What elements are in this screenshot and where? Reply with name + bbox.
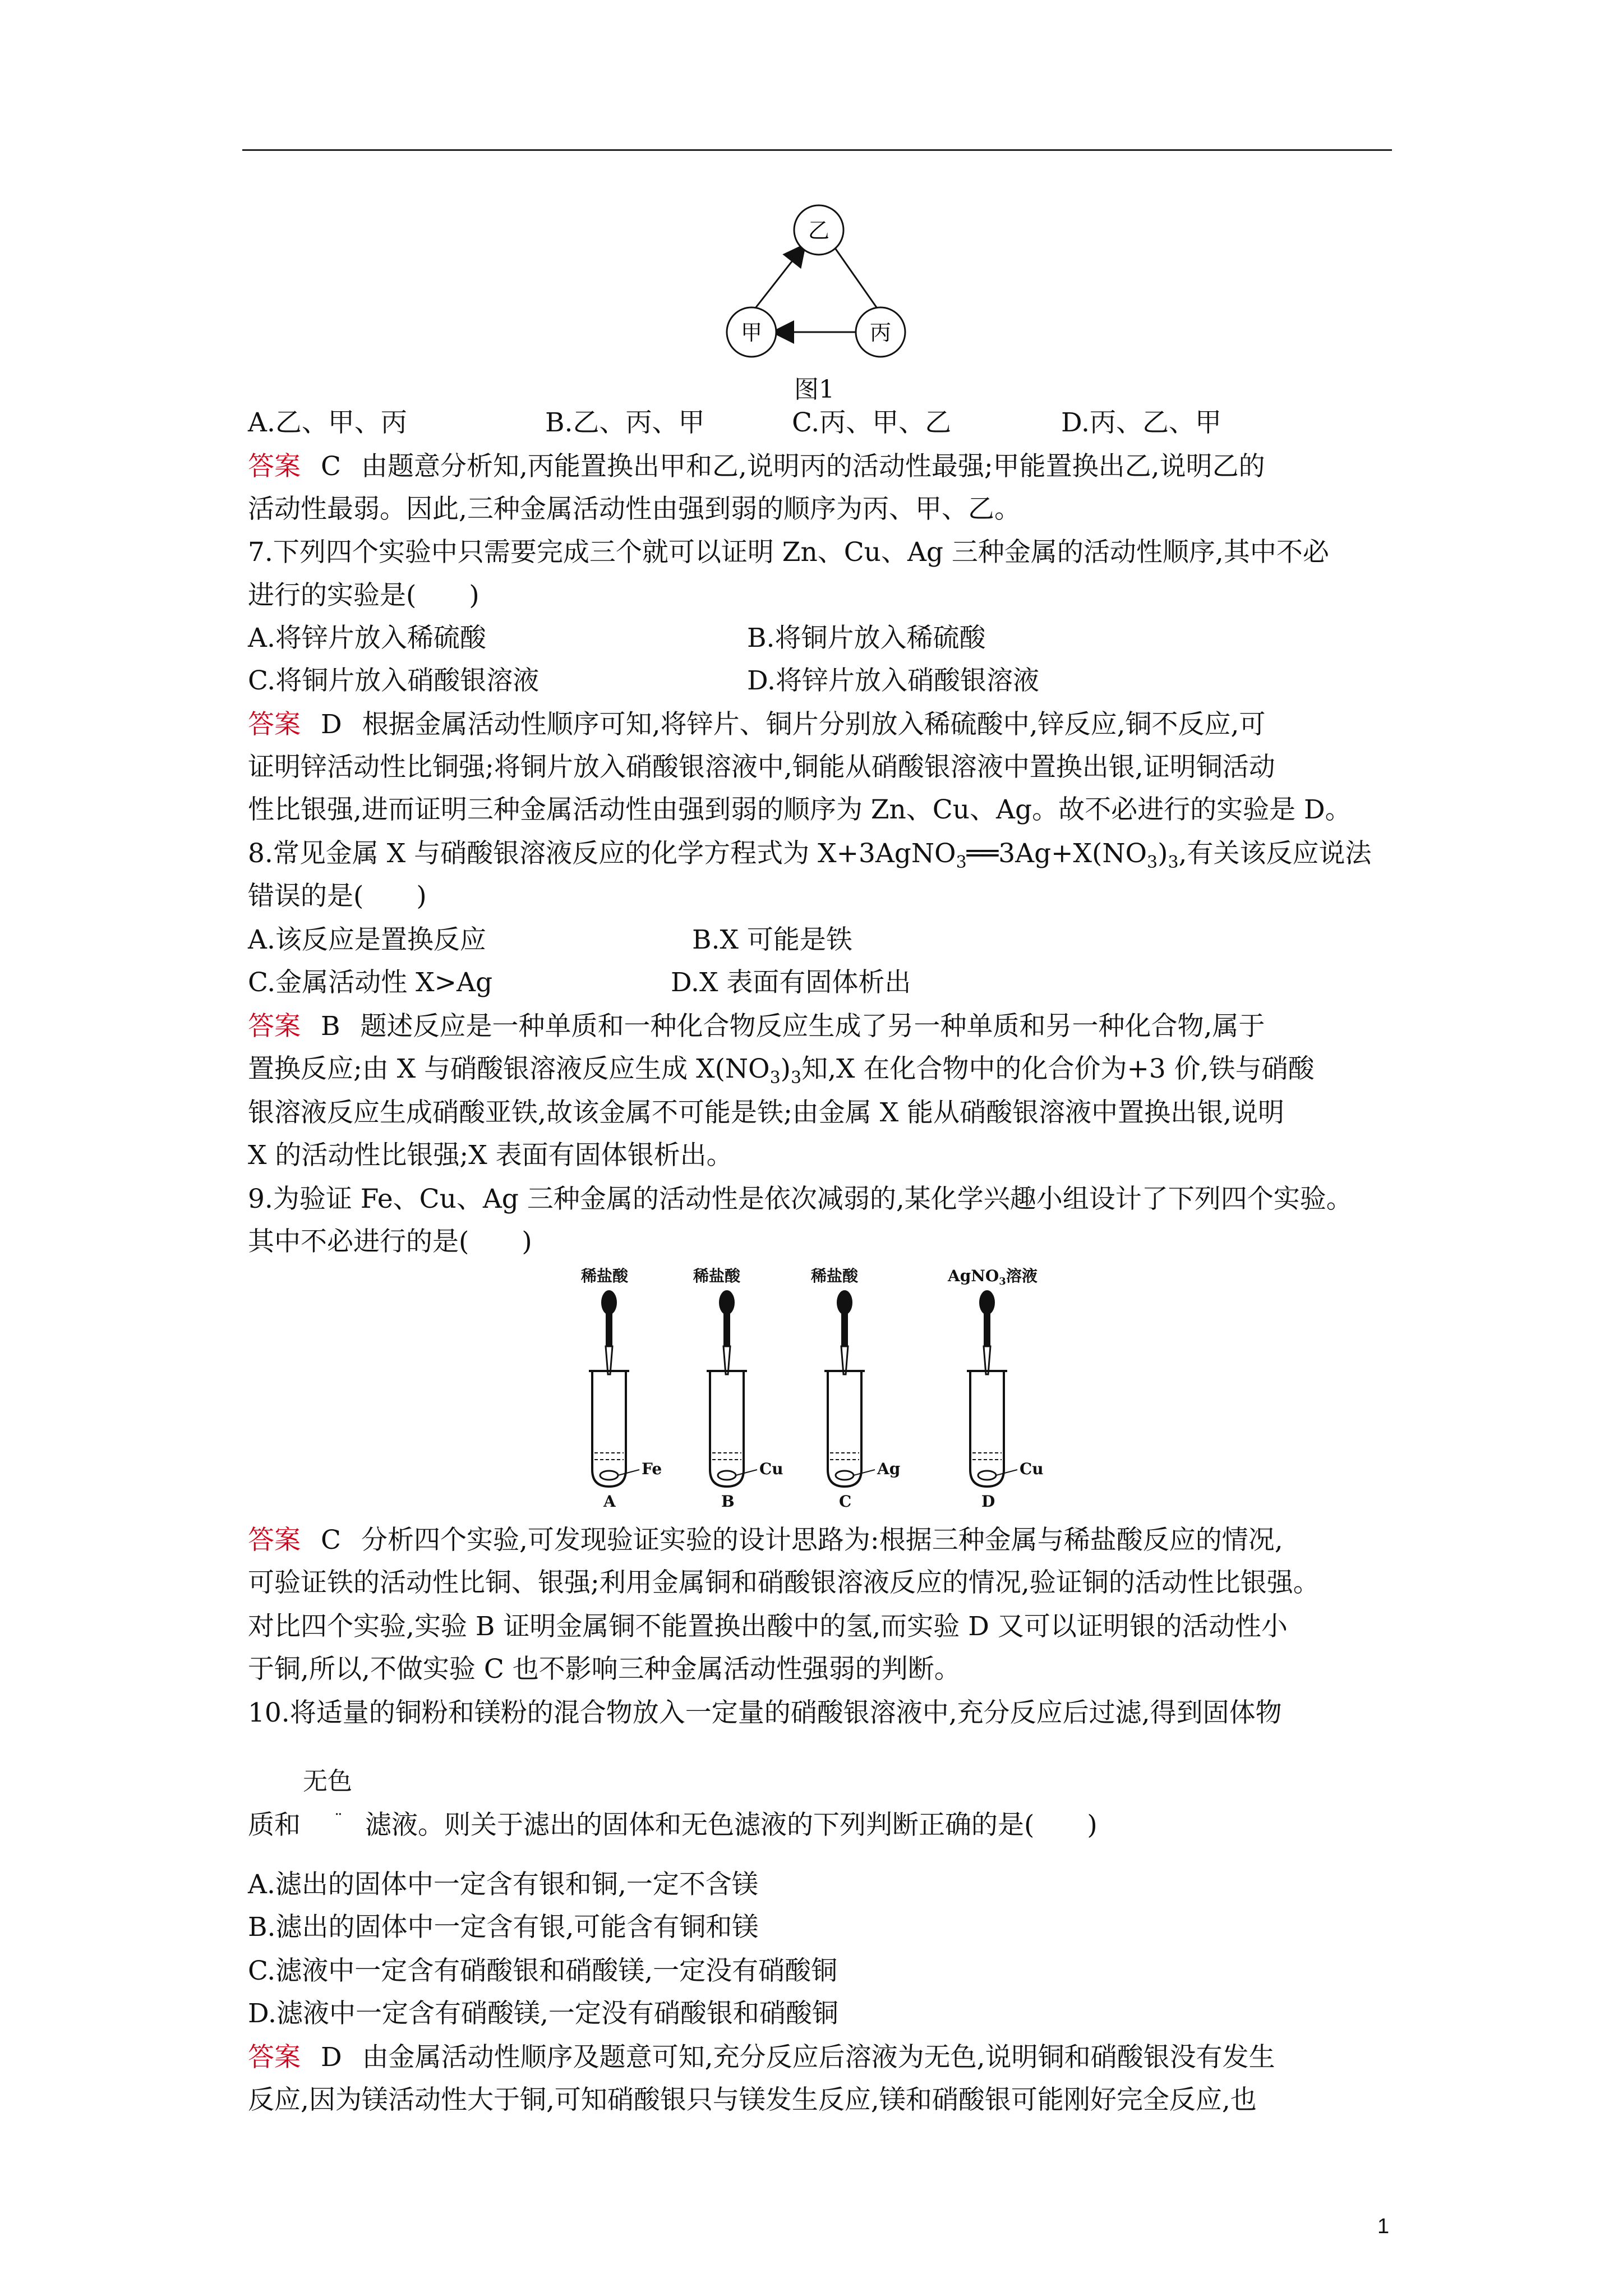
q8-stem-part: ══3Ag+X(NO <box>966 838 1147 869</box>
explanation-text: 由题意分析知,丙能置换出甲和乙,说明丙的活动性最强;甲能置换出乙,说明乙的 <box>361 451 1265 482</box>
tube-c <box>810 1267 900 1509</box>
q7-option-b: B.将铜片放入稀硫酸 <box>747 623 986 654</box>
q6-options <box>248 406 1221 440</box>
q9-stem-line-2: 其中不必进行的是( ) <box>248 1226 532 1257</box>
q10-option-c: C.滤液中一定含有硝酸银和硝酸镁,一定没有硝酸铜 <box>248 1955 838 1986</box>
q10-option-d: D.滤液中一定含有硝酸镁,一定没有硝酸银和硝酸铜 <box>248 1998 838 2029</box>
q6-option-a: A.乙、甲、丙 <box>248 407 407 438</box>
q8-option-c: C.金属活动性 X>Ag <box>248 967 493 998</box>
answer-key: C <box>321 1525 341 1556</box>
q7-answer-line-2: 证明锌活动性比铜强;将铜片放入硝酸银溶液中,铜能从硝酸银溶液中置换出银,证明铜活动 <box>248 752 1275 783</box>
explanation-text: 由金属活动性顺序及题意可知,充分反应后溶液为无色,说明铜和硝酸银没有发生 <box>362 2042 1275 2073</box>
answer-key: D <box>321 709 342 740</box>
node-jia-label: 甲 <box>740 320 763 345</box>
reagent-label: AgNO <box>948 1267 999 1285</box>
q10-stem-line-2 <box>248 1809 1098 1846</box>
q8-stem-part: ,有关该反应说法 <box>1178 838 1372 869</box>
q8-stem-part: ) <box>1158 838 1168 869</box>
q10-stem-mark: ¨ <box>334 1811 343 1830</box>
answer-key: C <box>321 451 341 482</box>
tube-letter: D <box>981 1492 995 1509</box>
q8-option-b: B.X 可能是铁 <box>692 924 852 955</box>
q8-option-a: A.该反应是置换反应 <box>248 924 486 955</box>
q10-option-a: A.滤出的固体中一定含有银和铜,一定不含镁 <box>248 1869 758 1900</box>
q7-option-d: D.将锌片放入硝酸银溶液 <box>747 665 1039 696</box>
q7-answer-line-1 <box>248 708 1265 742</box>
q6-answer-line-1 <box>248 450 1265 484</box>
q8-stem-part: 8.常见金属 X 与硝酸银溶液反应的化学方程式为 X+3AgNO <box>248 838 956 869</box>
q9-answer-line-4: 于铜,所以,不做实验 C 也不影响三种金属活动性强弱的判断。 <box>248 1654 961 1685</box>
answer-label: 答案 <box>248 451 301 482</box>
q8-stem-line-2: 错误的是( ) <box>248 881 427 912</box>
node-bing-label: 丙 <box>869 320 892 345</box>
q9-answer-line-3: 对比四个实验,实验 B 证明金属铜不能置换出酸中的氢,而实验 D 又可以证明银的活动性小 <box>248 1611 1288 1642</box>
q10-stem-part: 质和 <box>248 1810 301 1841</box>
q10-answer-line-2: 反应,因为镁活动性大于铜,可知硝酸银只与镁发生反应,镁和硝酸银可能刚好完全反应,也 <box>248 2085 1257 2115</box>
q9-answer-line-1 <box>248 1524 1283 1557</box>
answer-label: 答案 <box>248 1525 301 1556</box>
subscript: 3 <box>791 1068 802 1088</box>
q8-option-d: D.X 表面有固体析出 <box>671 967 911 998</box>
q9-test-tubes-figure <box>561 1262 1099 1509</box>
metal-label: Fe <box>642 1460 662 1478</box>
q8-stem-line-1 <box>248 837 1372 871</box>
node-yi-label: 乙 <box>808 218 830 243</box>
q7-answer-line-3: 性比银强,进而证明三种金属活动性由强到弱的顺序为 Zn、Cu、Ag。故不必进行的实验是 D。 <box>248 794 1352 825</box>
q10-option-b: B.滤出的固体中一定含有银,可能含有铜和镁 <box>248 1912 759 1943</box>
q7-option-c: C.将铜片放入硝酸银溶液 <box>248 665 540 696</box>
q9-answer-line-2: 可验证铁的活动性比铜、银强;利用金属铜和硝酸银溶液反应的情况,验证铜的活动性比银强。 <box>248 1567 1320 1598</box>
explanation-text: 根据金属活动性顺序可知,将锌片、铜片分别放入稀硫酸中,锌反应,铜不反应,可 <box>362 709 1266 740</box>
figure-1-caption: 图1 <box>794 375 834 404</box>
explanation-part: 置换反应;由 X 与硝酸银溶液反应生成 X(NO <box>248 1053 770 1084</box>
q8-answer-line-2 <box>248 1052 1315 1086</box>
q8-options-row-1 <box>248 923 852 957</box>
q10-floating-word: 无色 <box>303 1767 352 1796</box>
subscript: 3 <box>956 853 967 872</box>
q10-answer-line-1 <box>248 2041 1275 2074</box>
answer-label: 答案 <box>248 1011 301 1042</box>
svg-text:AgNO3溶液 <box>947 1267 1038 1287</box>
q7-stem-line-2: 进行的实验是( ) <box>248 580 479 611</box>
tube-a <box>580 1267 662 1509</box>
q8-answer-line-4: X 的活动性比银强;X 表面有固体银析出。 <box>248 1140 733 1171</box>
q8-options-row-2 <box>248 966 911 1000</box>
q7-stem-line-1: 7.下列四个实验中只需要完成三个就可以证明 Zn、Cu、Ag 三种金属的活动性顺序,其中不必 <box>248 537 1329 568</box>
tube-d <box>947 1267 1044 1509</box>
subscript: 3 <box>769 1068 781 1088</box>
tube-letter: A <box>603 1492 616 1509</box>
reagent-label: 稀盐酸 <box>693 1267 741 1285</box>
reagent-label: 稀盐酸 <box>581 1267 629 1285</box>
answer-key: D <box>321 2042 342 2073</box>
answer-label: 答案 <box>248 2042 301 2073</box>
q7-options-row-1 <box>248 622 985 655</box>
metal-label: Cu <box>1020 1460 1044 1478</box>
q9-stem-line-1: 9.为验证 Fe、Cu、Ag 三种金属的活动性是依次减弱的,某化学兴趣小组设计了下列四个实验。 <box>248 1184 1353 1214</box>
subscript: 3 <box>1147 853 1158 872</box>
tube-letter: C <box>839 1492 852 1509</box>
q10-stem-line-1: 10.将适量的铜粉和镁粉的混合物放入一定量的硝酸银溶液中,充分反应后过滤,得到固体物 <box>248 1697 1282 1728</box>
subscript: 3 <box>1168 853 1179 872</box>
q6-answer-line-2: 活动性最弱。因此,三种金属活动性由强到弱的顺序为丙、甲、乙。 <box>248 494 1021 524</box>
metal-label: Ag <box>877 1460 901 1478</box>
page-number: 1 <box>1377 2215 1390 2238</box>
reagent-subscript: 3 <box>999 1276 1006 1287</box>
answer-key: B <box>321 1011 340 1042</box>
explanation-text: 题述反应是一种单质和一种化合物反应生成了另一种单质和另一种化合物,属于 <box>360 1011 1265 1042</box>
q7-options-row-2 <box>248 664 1039 698</box>
q8-answer-line-1 <box>248 1010 1265 1043</box>
explanation-text: 分析四个实验,可发现验证实验的设计思路为:根据三种金属与稀盐酸反应的情况, <box>361 1525 1283 1556</box>
q7-option-a: A.将锌片放入稀硫酸 <box>248 623 486 654</box>
explanation-part: ) <box>780 1053 791 1084</box>
metal-label: Cu <box>759 1460 783 1478</box>
header-rule <box>242 149 1392 151</box>
q6-option-b: B.乙、丙、甲 <box>545 407 705 438</box>
tube-b <box>693 1267 783 1509</box>
reagent-label: 稀盐酸 <box>811 1267 859 1285</box>
figure-1-diagram <box>718 202 920 365</box>
q8-answer-line-3: 银溶液反应生成硝酸亚铁,故该金属不可能是铁;由金属 X 能从硝酸银溶液中置换出银,说明 <box>248 1097 1285 1128</box>
q10-stem-part: 滤液。则关于滤出的固体和无色滤液的下列判断正确的是( ) <box>365 1810 1098 1841</box>
answer-label: 答案 <box>248 709 301 740</box>
reagent-label: 溶液 <box>1006 1267 1038 1285</box>
explanation-part: 知,X 在化合物中的化合价为+3 价,铁与硝酸 <box>801 1053 1315 1084</box>
tube-letter: B <box>721 1492 735 1509</box>
q6-option-c: C.丙、甲、乙 <box>792 407 952 438</box>
q6-option-d: D.丙、乙、甲 <box>1061 407 1221 438</box>
